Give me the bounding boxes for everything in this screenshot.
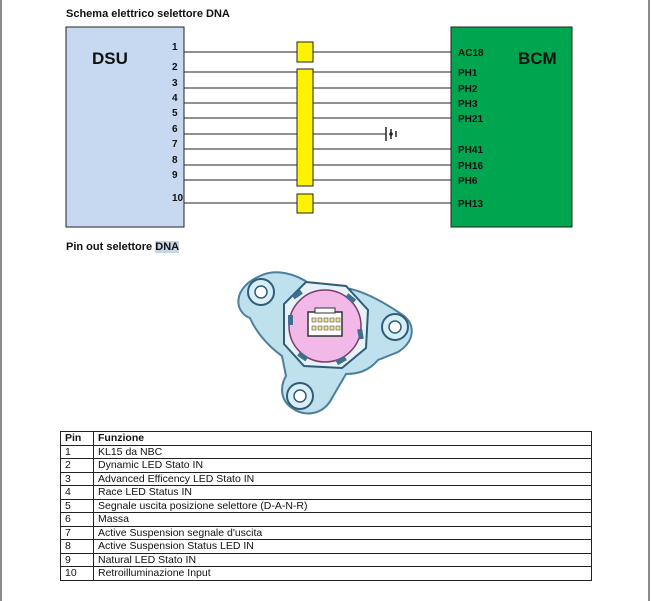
function-cell: Race LED Status IN — [94, 486, 592, 500]
pin-cell: 7 — [61, 526, 94, 540]
bcm-pin-label: AC18 — [458, 48, 484, 59]
connector-photo — [228, 262, 418, 422]
bcm-pin-label: PH21 — [458, 114, 484, 125]
pin-cell: 6 — [61, 513, 94, 527]
bcm-pin-label: PH1 — [458, 68, 478, 79]
dsu-pin-label: 3 — [172, 78, 178, 89]
table-row — [61, 567, 592, 581]
header-pin: Pin — [61, 432, 94, 446]
pin-cell: 4 — [61, 486, 94, 500]
pin-cell: 10 — [61, 567, 94, 581]
table-row — [61, 472, 592, 486]
schema-title: Schema elettrico selettore DNA — [66, 8, 230, 20]
pin-cell: 5 — [61, 499, 94, 513]
dsu-pin-label: 9 — [172, 170, 178, 181]
function-cell: KL15 da NBC — [94, 445, 592, 459]
pinout-title: Pin out selettore DNA — [66, 241, 180, 253]
dsu-pin-label: 7 — [172, 139, 178, 150]
function-cell: Retroilluminazione Input — [94, 567, 592, 581]
pin-cell: 3 — [61, 472, 94, 486]
function-cell: Massa — [94, 513, 592, 527]
dsu-pin-label: 10 — [172, 193, 184, 204]
pin-cell: 2 — [61, 459, 94, 473]
dsu-pin-label: 6 — [172, 124, 178, 135]
pin-cell: 9 — [61, 553, 94, 567]
function-cell: Segnale uscita posizione selettore (D-A-N-R) — [94, 499, 592, 513]
function-cell: Active Suspension Status LED IN — [94, 540, 592, 554]
function-cell: Dynamic LED Stato IN — [94, 459, 592, 473]
function-cell: Natural LED Stato IN — [94, 553, 592, 567]
bcm-pin-label: PH2 — [458, 84, 478, 95]
dsu-pin-label: 1 — [172, 42, 178, 53]
table-header-row — [61, 432, 592, 446]
bcm-pin-label: PH3 — [458, 99, 478, 110]
table-row — [61, 459, 592, 473]
connector-segment-top — [297, 42, 313, 62]
connector-segment-middle — [297, 69, 313, 186]
table-row — [61, 513, 592, 527]
dsu-pin-label: 4 — [172, 93, 178, 104]
connector-segment-bottom — [297, 194, 313, 213]
table-row — [61, 540, 592, 554]
bcm-pin-label: PH16 — [458, 161, 484, 172]
wires-layer — [172, 42, 484, 210]
pin-cell: 1 — [61, 445, 94, 459]
table-row — [61, 553, 592, 567]
bcm-pin-label: PH13 — [458, 199, 484, 210]
bcm-pin-label: PH41 — [458, 145, 484, 156]
table-row — [61, 499, 592, 513]
pinout-title-highlight: DNA — [155, 241, 180, 253]
dsu-label: DSU — [92, 49, 128, 68]
wiring-diagram — [0, 0, 651, 240]
function-cell: Advanced Efficency LED Stato IN — [94, 472, 592, 486]
table-row — [61, 486, 592, 500]
bcm-pin-label: PH6 — [458, 176, 478, 187]
pinout-table — [60, 431, 592, 581]
dsu-pin-label: 2 — [172, 62, 178, 73]
pin-cell: 8 — [61, 540, 94, 554]
ground-icon — [389, 132, 393, 136]
table-row — [61, 445, 592, 459]
dsu-pin-label: 5 — [172, 108, 178, 119]
header-funzione: Funzione — [94, 432, 592, 446]
function-cell: Active Suspension segnale d'uscita — [94, 526, 592, 540]
dsu-pin-label: 8 — [172, 155, 178, 166]
bcm-label: BCM — [518, 49, 557, 68]
connector-socket — [308, 312, 342, 336]
table-row — [61, 526, 592, 540]
